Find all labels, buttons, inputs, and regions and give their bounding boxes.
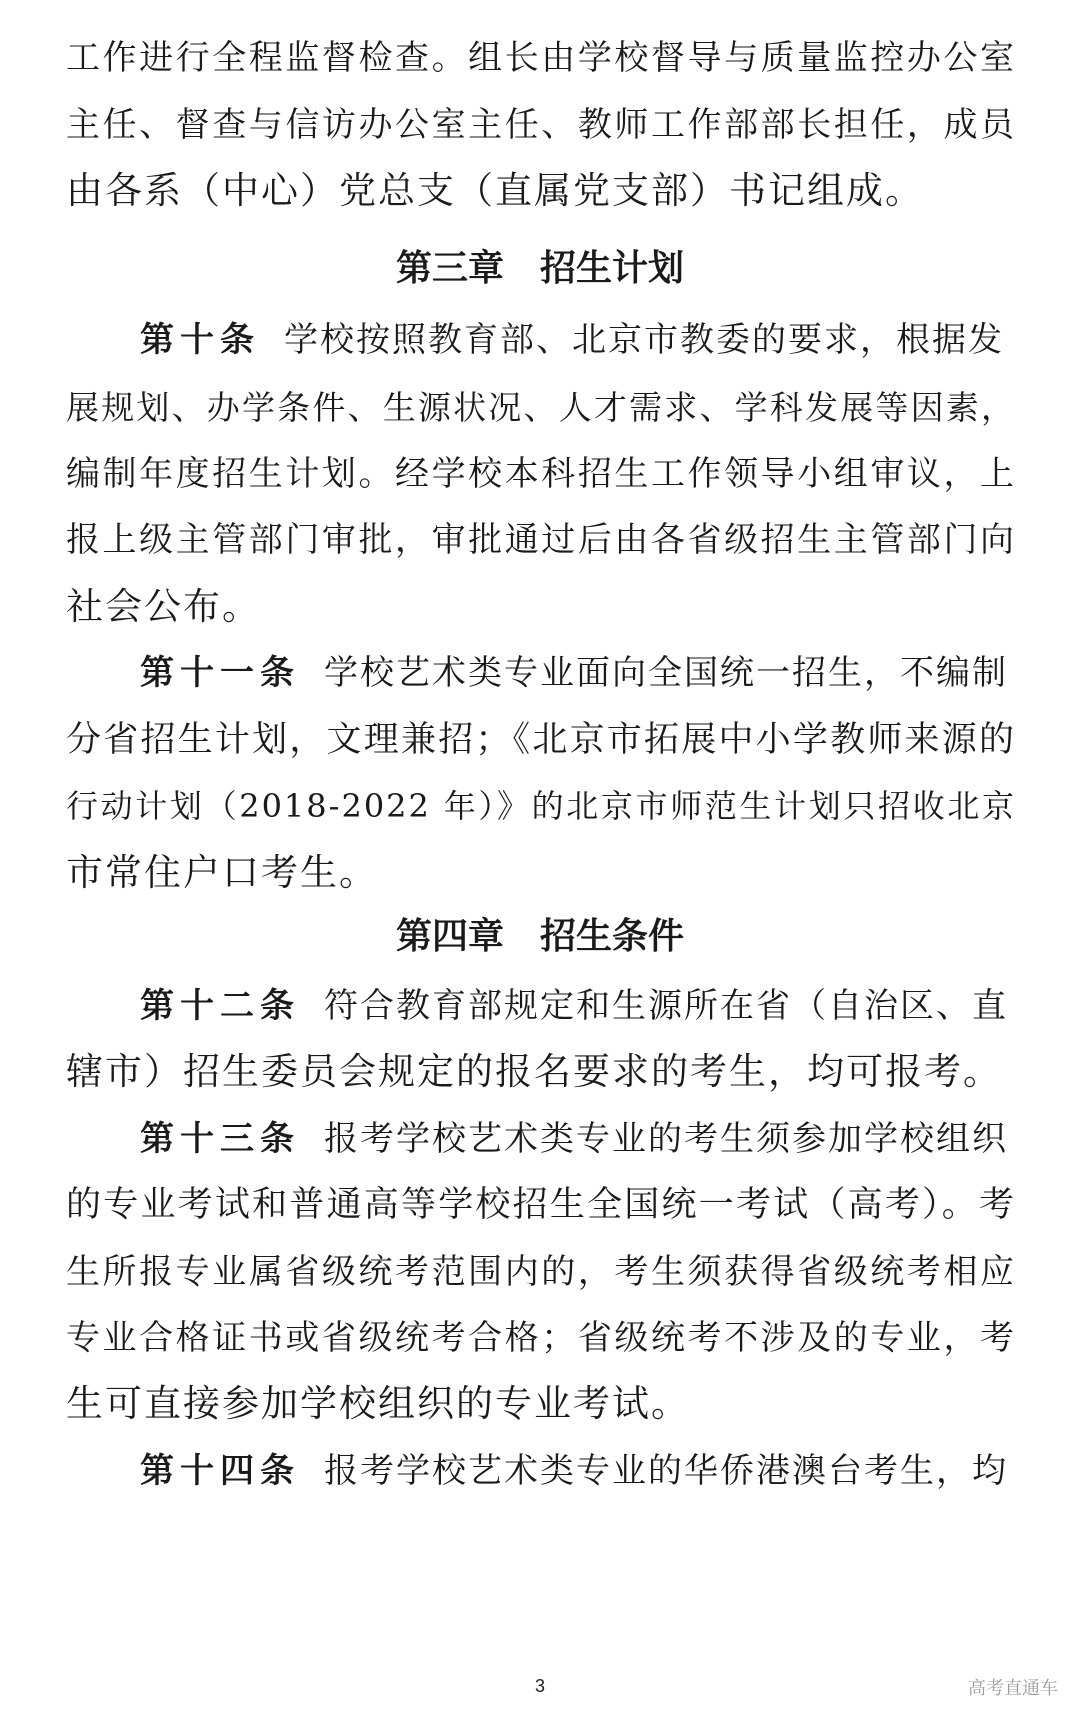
paragraph-line: 报上级主管部门审批，审批通过后由各省级招生主管部门向: [66, 520, 1016, 560]
article-first-line: [140, 1449, 1016, 1493]
paragraph-line: 由各系（中心）党总支（直属党支部）书记组成。: [66, 169, 924, 212]
article-label: 第十二条: [140, 986, 300, 1026]
paragraph-line: 的专业考试和普通高等学校招生全国统一考试（高考）。考: [66, 1185, 1016, 1225]
article-text: 报考学校艺术类专业的考生须参加学校组织: [324, 1119, 1008, 1159]
paragraph-line: 辖市）招生委员会规定的报名要求的考生，均可报考。: [66, 1050, 1002, 1093]
paragraph-line: 行动计划（2018-2022 年）》的北京市师范生计划只招收北京: [66, 787, 1016, 825]
article-label: 第十条: [140, 320, 260, 360]
watermark-text: 高考直通车: [968, 1678, 1058, 1699]
paragraph-line: 展规划、办学条件、生源状况、人才需求、学科发展等因素，: [66, 388, 1016, 427]
article-first-line: [140, 1117, 1016, 1161]
paragraph-line: 市常住户口考生。: [66, 851, 378, 894]
paragraph-line: 分省招生计划，文理兼招；《北京市拓展中小学教师来源的: [66, 720, 1016, 760]
article-text: 符合教育部规定和生源所在省（自治区、直: [324, 986, 1008, 1026]
paragraph-line: 专业合格证书或省级统考合格；省级统考不涉及的专业，考: [66, 1318, 1016, 1358]
article-label: 第十四条: [140, 1451, 300, 1491]
paragraph-line: 工作进行全程监督检查。组长由学校督导与质量监控办公室: [66, 38, 1016, 78]
paragraph-line: 社会公布。: [66, 585, 261, 628]
page-number: 3: [534, 1676, 545, 1696]
article-first-line: [140, 651, 1016, 695]
chapter-heading: 第三章 招生计划: [395, 248, 684, 289]
article-first-line: [140, 318, 1016, 362]
article-text: 报考学校艺术类专业的华侨港澳台考生，均: [324, 1451, 1008, 1491]
article-label: 第十三条: [140, 1119, 300, 1159]
article-text: 学校按照教育部、北京市教委的要求，根据发: [284, 320, 1004, 360]
chapter-heading: 第四章 招生条件: [395, 916, 684, 957]
paragraph-line: 编制年度招生计划。经学校本科招生工作领导小组审议，上: [66, 454, 1016, 494]
paragraph-line: 主任、督查与信访办公室主任、教师工作部部长担任，成员: [66, 105, 1016, 145]
article-first-line: [140, 984, 1016, 1028]
article-label: 第十一条: [140, 653, 300, 693]
paragraph-line: 生可直接参加学校组织的专业考试。: [66, 1382, 690, 1425]
article-text: 学校艺术类专业面向全国统一招生，不编制: [324, 653, 1008, 693]
paragraph-line: 生所报专业属省级统考范围内的，考生须获得省级统考相应: [66, 1252, 1016, 1292]
